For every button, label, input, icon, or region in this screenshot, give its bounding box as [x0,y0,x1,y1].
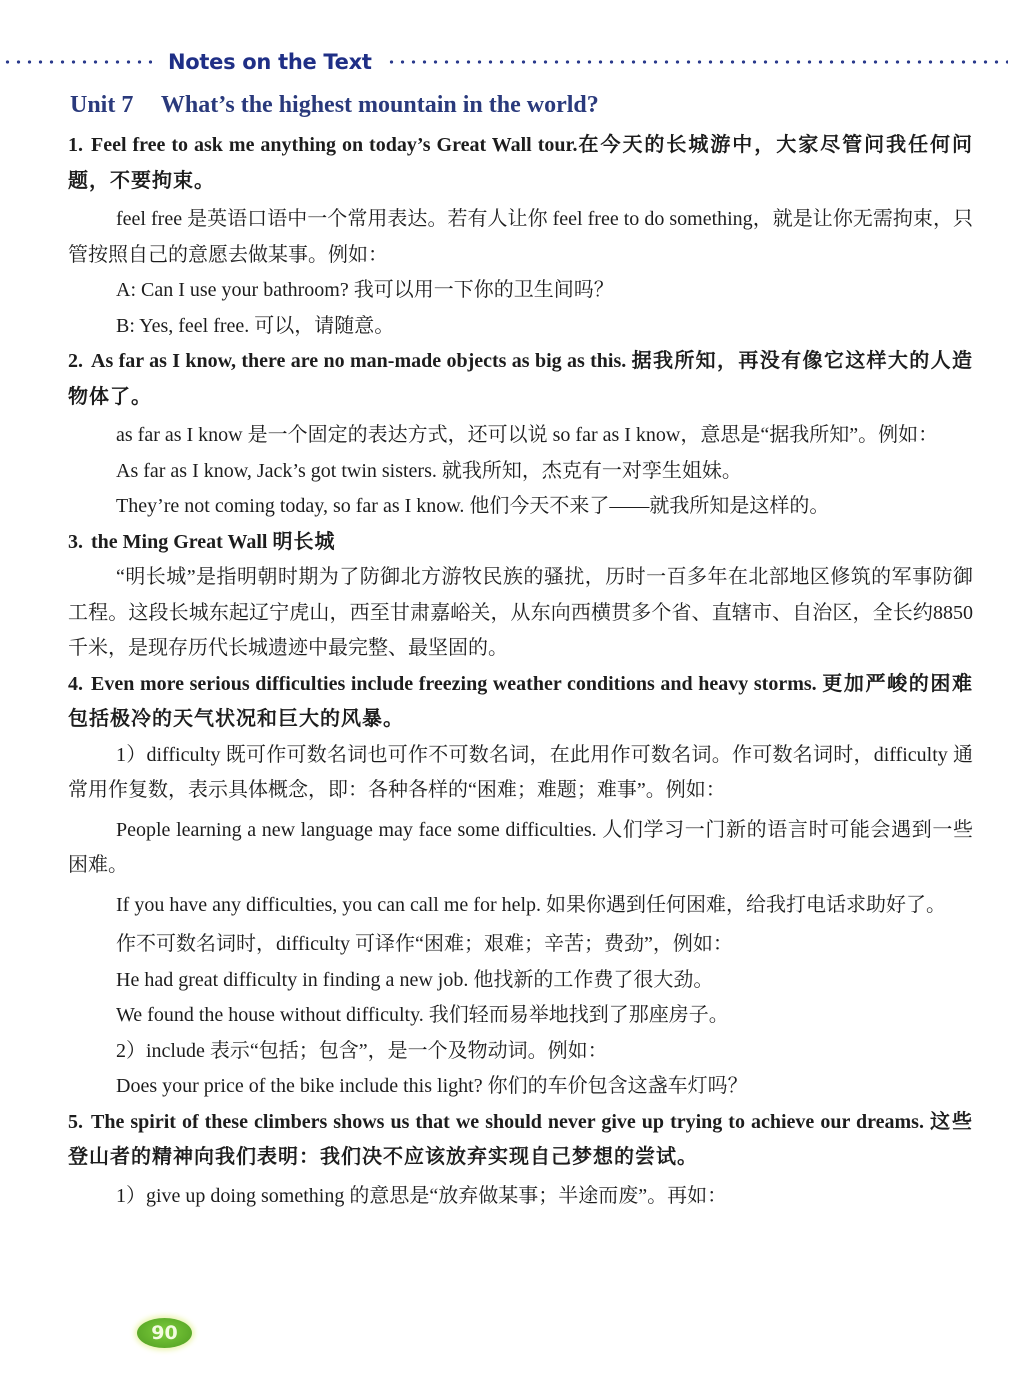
note-sentence-en: Feel free to ask me anything on today’s Great Wall tour. [91,134,578,156]
note-sentence-en: As far as I know, there are no man-made objects as big as this. [91,350,627,372]
note-heading [68,344,973,415]
example: They’re not coming today, so far as I know. 他们今天不来了——就我所知是这样的。 [116,495,830,517]
note-number: 2. [68,350,83,372]
section-header [0,46,1024,78]
explanation: 作不可数名词时，difficulty 可译作“困难；艰难；辛苦；费劲”，例如： [116,933,733,955]
note-5 [68,1105,973,1215]
note-2 [68,344,973,525]
note-sentence-cn: 明长城 [272,530,336,553]
note-sentence-cn: 更加严峻的困难包括极冷的天气状况和巨大的风暴。 [68,672,973,730]
example: A: Can I use your bathroom? 我可以用一下你的卫生间吗？ [116,279,614,301]
explanation: as far as I know 是一个固定的表达方式，还可以说 so far as I know，意思是“据我所知”。例如： [116,424,939,446]
note-4 [68,667,973,1105]
explanation: “明长城”是指明朝时期为了防御北方游牧民族的骚扰，历时一百多年在北部地区修筑的军事防御工程。这段长城东起辽宁虎山，西至甘肃嘉峪关，从东向西横贯多个省、直辖市、自治区，全长约8850千米，是现存历代长城遗迹中最完整、最坚固的。 [68,566,973,659]
notes-content [68,128,973,1214]
unit-heading [70,92,599,119]
note-heading [68,1105,973,1176]
note-sentence-cn: 据我所知，再没有像它这样大的人造物体了。 [68,350,973,408]
example: Does your price of the bike include this light? 你们的车价包含这盏车灯吗？ [116,1075,748,1097]
note-sentence-en: Even more serious difficulties include freezing weather conditions and heavy storms. [91,672,817,695]
example: We found the house without difficulty. 我们轻而易举地找到了那座房子。 [116,1004,729,1026]
explanation: feel free 是英语口语中一个常用表达。若有人让你 feel free to do something，就是让你无需拘束，只管按照自己的意愿去做某事。例如： [68,208,973,266]
example: B: Yes, feel free. 可以，请随意。 [116,314,395,337]
example: As far as I know, Jack’s got twin sisters. 就我所知，杰克有一对孪生姐妹。 [116,459,742,482]
note-heading [68,667,973,738]
note-number: 1. [68,134,83,156]
note-sentence-en: the Ming Great Wall [91,530,268,553]
note-number: 4. [68,672,83,695]
note-sentence-cn: 在今天的长城游中，大家尽管问我任何问题，不要拘束。 [68,134,974,192]
note-heading [68,525,973,561]
explanation: 1）give up doing something 的意思是“放弃做某事；半途而废”。再如： [116,1184,728,1207]
unit-title: What’s the highest mountain in the world? [160,92,599,118]
dotted-rule-right [386,60,1008,64]
note-1 [68,128,973,344]
note-3 [68,525,973,667]
dotted-rule-left [2,60,152,64]
example: He had great difficulty in finding a new job. 他找新的工作费了很大劲。 [116,968,714,991]
example: People learning a new language may face some difficulties. 人们学习一门新的语言时可能会遇到一些困难。 [68,818,973,876]
note-sentence-en: The spirit of these climbers shows us that we should never give up trying to achieve our dreams. [91,1110,924,1133]
note-number: 3. [68,530,83,553]
example: If you have any difficulties, you can call me for help. 如果你遇到任何困难，给我打电话求助好了。 [116,893,947,916]
unit-number: Unit 7 [70,92,134,118]
page-number-badge: 90 [137,1318,192,1348]
section-title: Notes on the Text [168,50,372,74]
note-heading [68,128,973,199]
explanation: 2）include 表示“包括；包含”，是一个及物动词。例如： [116,1039,608,1062]
explanation: 1）difficulty 既可作可数名词也可作不可数名词，在此用作可数名词。作可数名词时，difficulty 通常用作复数，表示具体概念，即：各种各样的“困难；难题；难事”。例如： [68,743,973,801]
note-sentence-cn: 这些登山者的精神向我们表明：我们决不应该放弃实现自己梦想的尝试。 [68,1110,974,1168]
note-number: 5. [68,1110,83,1133]
